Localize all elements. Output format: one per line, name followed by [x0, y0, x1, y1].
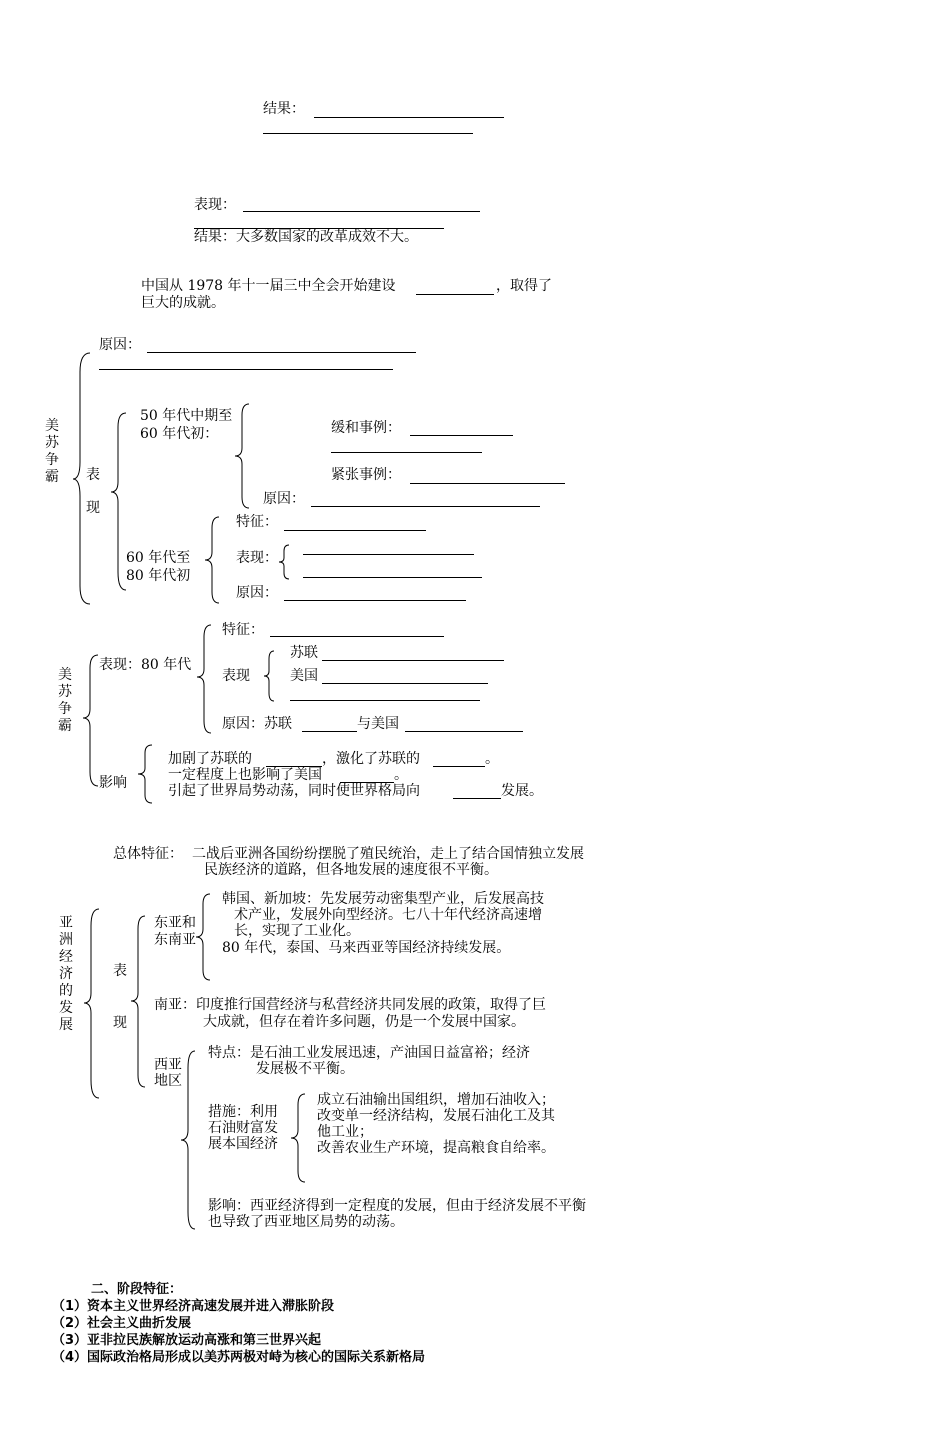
blank-line[interactable]: [284, 530, 426, 531]
impact2-b: 。: [394, 767, 408, 783]
wa-impact-line-2: 也导致了西亚地区局势的动荡。: [208, 1214, 404, 1230]
blank-line[interactable]: [322, 660, 504, 661]
wa-measure-item-4: 改善农业生产环境，提高粮食自给率。: [317, 1140, 555, 1156]
period2-reason-label: 原因：: [236, 585, 278, 601]
impact3-a: 引起了世界局势动荡，同时使世界格局向: [168, 783, 420, 799]
blank-line[interactable]: [284, 600, 466, 601]
brace-icon: [237, 403, 251, 509]
blank-line[interactable]: [303, 577, 482, 578]
wa-measure-item-2: 改变单一经济结构，发展石油化工及其: [317, 1108, 555, 1124]
block2-feature-label: 特征：: [222, 622, 264, 638]
blank-line[interactable]: [147, 352, 416, 353]
performance-label: 表现：: [194, 197, 236, 213]
period1-reason-label: 原因：: [263, 491, 305, 507]
impact2-a: 一定程度上也影响了美国: [168, 767, 322, 783]
brace-icon: [86, 654, 100, 788]
south-asia-line-1: 南亚：印度推行国营经济与私营经济共同发展的政策，取得了巨: [154, 997, 546, 1013]
west-asia-label-1: 西亚: [154, 1057, 182, 1073]
block2-show-label: 表现: [222, 668, 250, 684]
result-label: 结果：: [263, 101, 305, 117]
east-asia-label-2: 东南亚: [154, 932, 196, 948]
easing-label: 缓和事例：: [331, 420, 401, 436]
korea-line-2: 术产业，发展外向型经济。七八十年代经济高速增: [234, 907, 542, 923]
wa-impact-line-1: 影响：西亚经济得到一定程度的发展，但由于经济发展不平衡: [208, 1198, 586, 1214]
block3-performance-title-1: 表: [113, 963, 127, 979]
period1-label: 50 年代中期至: [140, 408, 233, 424]
overall-label: 总体特征：: [113, 846, 183, 862]
period2-label-b: 80 年代初: [126, 568, 191, 584]
blank-line[interactable]: [263, 133, 473, 134]
korea-line-3: 长，实现了工业化。: [234, 923, 360, 939]
period2-show-label: 表现：: [236, 550, 278, 566]
usa-label: 美国: [290, 668, 318, 684]
period1-label-b: 60 年代初：: [140, 426, 219, 442]
wa-measure-line-3: 展本国经济: [208, 1136, 278, 1152]
brace-icon: [87, 908, 101, 1100]
korea-line-1: 韩国、新加坡：先发展劳动密集型产业，后发展高技: [222, 891, 544, 907]
period2-label: 60 年代至: [126, 550, 191, 566]
stage-title: 二、阶段特征：: [91, 1282, 183, 1297]
period2-feature-label: 特征：: [236, 514, 278, 530]
block1-reason-label: 原因：: [99, 337, 141, 353]
blank-line[interactable]: [314, 117, 504, 118]
blank-line[interactable]: [302, 731, 357, 732]
overall-line-2: 民族经济的道路，但各地发展的速度很不平衡。: [204, 862, 498, 878]
china-line-prefix: 中国从 1978 年十一届三中全会开始建设: [141, 278, 396, 294]
brace-icon: [198, 893, 212, 981]
brace-icon: [183, 1050, 197, 1230]
tension-label: 紧张事例：: [331, 467, 401, 483]
block2-impact-label: 影响: [99, 775, 127, 791]
blank-line[interactable]: [243, 211, 480, 212]
east-asia-label-1: 东亚和: [154, 915, 196, 931]
block2-title: 美苏争霸: [58, 667, 72, 734]
block1-title: 美苏争霸: [45, 418, 59, 485]
blank-line[interactable]: [410, 435, 513, 436]
stage-item: （3）亚非拉民族解放运动高涨和第三世界兴起: [52, 1333, 322, 1348]
stage-item: （2）社会主义曲折发展: [52, 1316, 192, 1331]
west-asia-label-2: 地区: [154, 1073, 182, 1089]
stage-item: （4）国际政治格局形成以美苏两极对峙为核心的国际关系新格局: [52, 1350, 426, 1365]
wa-measure-line-1: 措施：利用: [208, 1104, 278, 1120]
overall-line-1: 二战后亚洲各国纷纷摆脱了殖民统治，走上了结合国情独立发展: [192, 846, 584, 862]
blank-line[interactable]: [416, 294, 494, 295]
blank-line[interactable]: [405, 731, 523, 732]
blank-line[interactable]: [410, 483, 565, 484]
china-line-2: 巨大的成就。: [141, 295, 225, 311]
wa-feature-line-2: 发展极不平衡。: [256, 1061, 354, 1077]
blank-line[interactable]: [331, 452, 482, 453]
wa-measure-item-3: 他工业；: [317, 1124, 373, 1140]
blank-line[interactable]: [311, 506, 540, 507]
stage-item: （1）资本主义世界经济高速发展并进入滞胀阶段: [52, 1299, 335, 1314]
brace-icon: [264, 650, 276, 702]
china-line-suffix: ，取得了: [496, 278, 552, 294]
blank-line[interactable]: [303, 554, 474, 555]
wa-measure-line-2: 石油财富发: [208, 1120, 278, 1136]
wa-measure-item-1: 成立石油输出国组织，增加石油收入；: [317, 1092, 555, 1108]
wa-feature-line-1: 特点：是石油工业发展迅速，产油国日益富裕；经济: [208, 1045, 530, 1061]
blank-line[interactable]: [453, 798, 501, 799]
blank-line[interactable]: [433, 766, 485, 767]
ussr-label: 苏联: [290, 645, 318, 661]
blank-line[interactable]: [290, 700, 480, 701]
impact3-b: 发展。: [501, 783, 543, 799]
blank-line[interactable]: [270, 636, 444, 637]
impact1-a: 加剧了苏联的: [168, 751, 252, 767]
block2-performance-label: 表现：80 年代: [99, 657, 192, 673]
block1-performance-title-1: 表: [86, 467, 100, 483]
korea-line-4: 80 年代，泰国、马来西亚等国经济持续发展。: [222, 940, 511, 956]
impact1-b: ，激化了苏联的: [322, 751, 420, 767]
brace-icon: [207, 516, 221, 604]
block1-performance-title-2: 现: [86, 500, 100, 516]
impact1-c: 。: [485, 751, 499, 767]
blank-line[interactable]: [322, 683, 488, 684]
brace-icon: [279, 544, 291, 580]
block3-performance-title-2: 现: [113, 1015, 127, 1031]
block2-reason-mid: 与美国: [357, 716, 399, 732]
brace-icon: [133, 915, 147, 1089]
brace-icon: [140, 744, 154, 804]
south-asia-line-2: 大成就，但存在着许多问题，仍是一个发展中国家。: [203, 1014, 525, 1030]
block2-reason-prefix: 原因：苏联: [222, 716, 292, 732]
brace-icon: [293, 1093, 307, 1183]
result-text: 结果：大多数国家的改革成效不大。: [194, 229, 418, 245]
block3-title: 亚洲经济的发展: [59, 915, 73, 1033]
blank-line[interactable]: [99, 369, 393, 370]
brace-icon: [199, 624, 213, 734]
